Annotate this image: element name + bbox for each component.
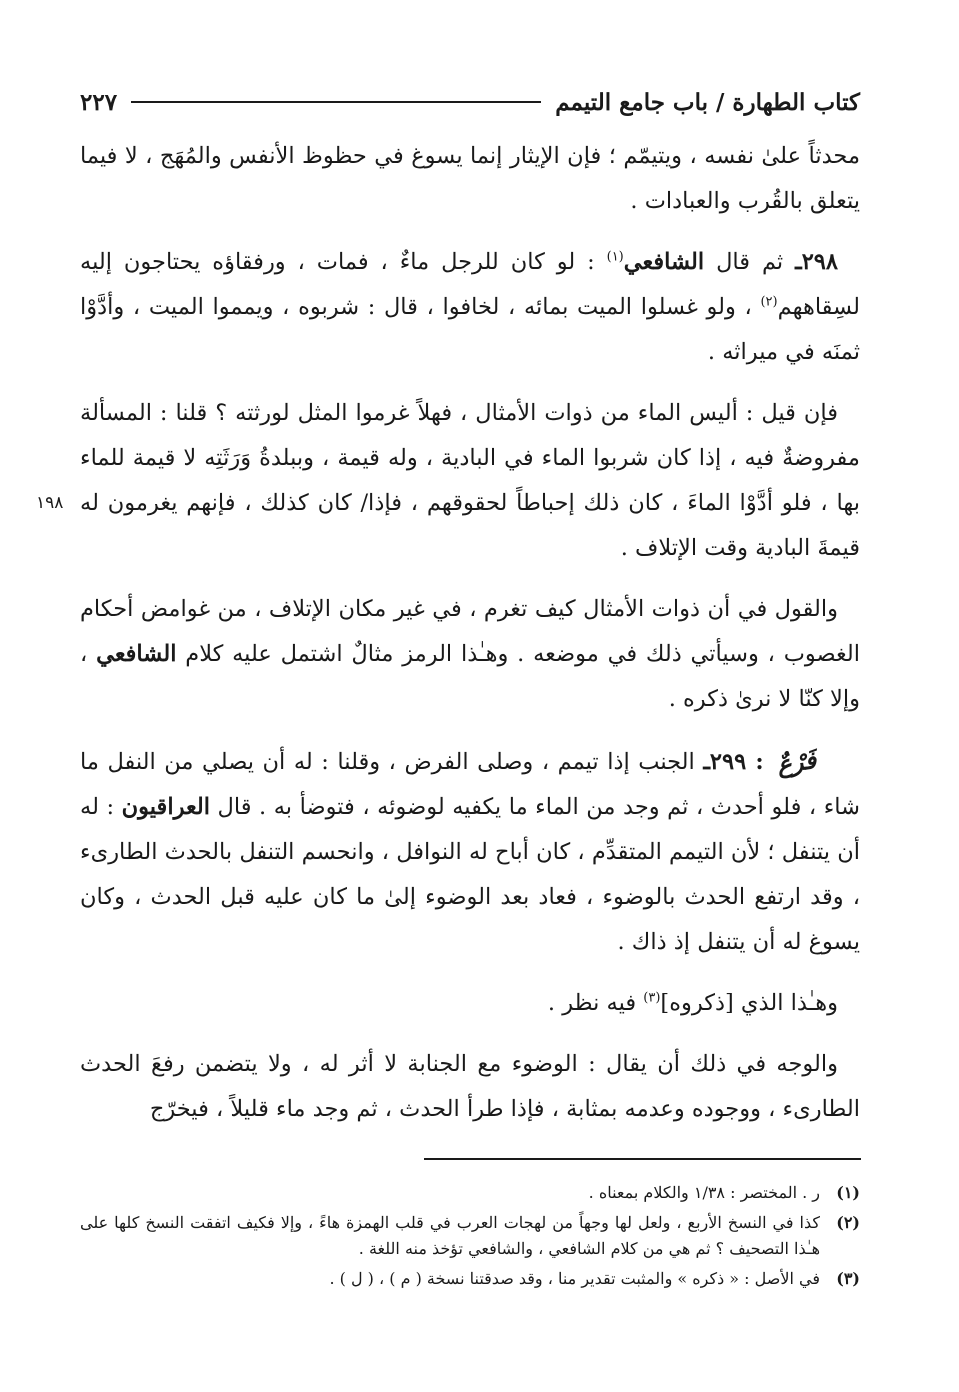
footnote-marker: (١) — [836, 1183, 860, 1202]
paragraph-comment-text-a: وهـٰذا الذي [ذكروه] — [660, 990, 838, 1016]
scholar-name: الشافعي — [623, 249, 705, 275]
footnote — [80, 1210, 860, 1262]
paragraph-comment — [80, 981, 860, 1026]
footnote-text: كذا في النسخ الأربع ، ولعل لها وجهاً من لهجات العرب في قلب الهمزة هاءً ، وإلا فكيف اتفقت النسخ كلها على هـٰذا التصحيف ؟ ثم هي من كلام الشافعي ، والشافعي تؤخذ منه اللغة . — [80, 1213, 820, 1258]
header-rule — [131, 101, 541, 103]
footnote-ref-3[interactable]: (٣) — [643, 990, 661, 1006]
footnote-separator — [424, 1158, 861, 1160]
paragraph-298-text-a: ثم قال — [704, 249, 796, 275]
chapter-title: كتاب الطهارة / باب جامع التيمم — [555, 88, 860, 116]
paragraph-amthal-text-a: والقول في أن ذوات الأمثال كيف تغرم ، في غير مكان الإتلاف ، من غوامض أحكام الغصوب ، وسيأتي ذلك في موضعه . وهـٰذا الرمز مثالٌ اشتمل عليه كلام — [80, 596, 860, 667]
footnote-marker: (٣) — [836, 1269, 860, 1288]
manuscript-folio-number: ١٩٨ — [36, 493, 64, 513]
paragraph-comment-text-b: فيه نظر . — [547, 990, 644, 1016]
far-heading: فَرْعٌ — [775, 744, 818, 780]
scholar-group-name: العراقيون — [121, 794, 210, 820]
footnotes — [80, 1180, 860, 1296]
issue-number-298: ٢٩٨ـ — [795, 249, 838, 275]
paragraph-1-text: محدثاً علىٰ نفسه ، ويتيمّم ؛ فإن الإيثار إنما يسوغ في حظوظ الأنفس والمُهَج ، لا فيما يتعلق بالقُرب والعبادات . — [80, 143, 860, 214]
paragraph-1 — [80, 134, 860, 224]
issue-number-299: : ٢٩٩ـ — [703, 749, 773, 775]
paragraph-298-text-b: : لو كان للرجل ماءٌ ، فمات ، ورفقاؤه يحتاجون إليه لسِقاههم — [80, 249, 860, 320]
paragraph-298-text-c: ، ولو غسلوا الميت بمائه ، لخافوا ، قال : شربوه ، ويمموا الميت ، وأدَّوْا ثمنَه في ميراثه . — [80, 294, 860, 365]
page-number: ٢٢٧ — [80, 88, 118, 116]
footnote-text: ر . المختصر : ١/٣٨ والكلام بمعناه . — [588, 1183, 820, 1202]
footnote — [80, 1266, 860, 1292]
footnote — [80, 1180, 860, 1206]
scholar-name: الشافعي — [96, 641, 177, 667]
footnote-ref-2[interactable]: (٢) — [760, 294, 778, 310]
paragraph-reasoning-text: والوجه في ذلك أن يقال : الوضوء مع الجنابة لا أثر له ، ولا يتضمن رفعَ الحدث الطارىء ، ووجوده وعدمه بمثابة ، فإذا طرأ الحدث ، ثم وجد ماء قليلاً ، فيخرّج — [80, 1051, 860, 1122]
paragraph-298 — [80, 240, 860, 375]
running-header — [80, 82, 860, 122]
paragraph-299-text-b: : له أن يتنفل ؛ لأن التيمم المتقدِّم ، كان أباح له النوافل ، وانحسم التنفل بالحدث الطارىء ، وقد ارتفع الحدث بالوضوء ، فعاد بعد الوضوء إلىٰ ما كان عليه قبل الحدث ، وكان يسوغ له أن يتنفل إذ ذاك . — [80, 794, 860, 955]
paragraph-reasoning — [80, 1042, 860, 1132]
paragraph-objection — [80, 391, 860, 571]
paragraph-amthal-text-b: ، وإلا كنّا لا نرىٰ ذكره . — [80, 641, 860, 712]
footnote-ref-1[interactable]: (١) — [606, 249, 624, 265]
paragraph-299 — [80, 738, 860, 965]
footnote-text: في الأصل : « ذكره » والمثبت تقدير منا ، وقد صدقتنا نسخة ( م ) ، ( ل ) . — [329, 1269, 820, 1288]
main-text — [80, 134, 860, 1148]
paragraph-amthal — [80, 587, 860, 722]
paragraph-299-text-a: الجنب إذا تيمم ، وصلى الفرض ، وقلنا : له أن يصلي من النفل ما شاء ، فلو أحدث ، ثم وجد من الماء ما يكفيه لوضوئه ، فتوضأ به . قال — [80, 749, 860, 820]
paragraph-objection-text: فإن قيل : أليس الماء من ذوات الأمثال ، فهلاً غرموا المثل لورثته ؟ قلنا : المسألة مفروضةٌ فيه ، إذا كان شربوا الماء في البادية ، وله قيمة ، وببلدةُ وَرَثَتِه لا قيمة للماء بها ، فلو أدَّوْا الماءَ ، كان ذلك إحباطاً لحقوقهم ، فإذا/ كان كذلك ، فإنهم يغرمون له قيمةَ البادية وقت الإتلاف . — [80, 400, 860, 561]
footnote-marker: (٢) — [836, 1213, 860, 1232]
